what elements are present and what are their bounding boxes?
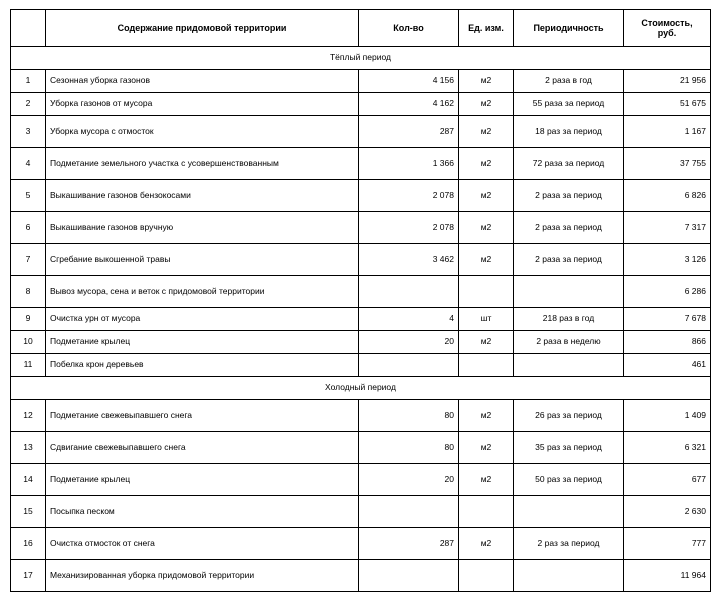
cell-description[interactable]: Вывоз мусора, сена и веток с придомовой территории bbox=[46, 276, 359, 308]
cell-description[interactable]: Сгребание выкошенной травы bbox=[46, 244, 359, 276]
table-row[interactable] bbox=[11, 400, 711, 432]
cell-quantity[interactable]: 287 bbox=[359, 116, 459, 148]
cell-cost[interactable]: 6 286 bbox=[624, 276, 711, 308]
cell-frequency[interactable]: 218 раз в год bbox=[514, 308, 624, 331]
cell-row-number[interactable]: 8 bbox=[11, 276, 46, 308]
table-row[interactable] bbox=[11, 148, 711, 180]
cell-unit[interactable]: шт bbox=[459, 308, 514, 331]
cell-quantity[interactable]: 3 462 bbox=[359, 244, 459, 276]
cell-frequency[interactable]: 72 раза за период bbox=[514, 148, 624, 180]
cell-row-number[interactable]: 11 bbox=[11, 354, 46, 377]
cell-row-number[interactable]: 4 bbox=[11, 148, 46, 180]
table-row[interactable] bbox=[11, 496, 711, 528]
section-title: Тёплый период bbox=[11, 47, 711, 70]
cell-cost[interactable]: 21 956 bbox=[624, 70, 711, 93]
cell-cost[interactable]: 1 409 bbox=[624, 400, 711, 432]
cell-row-number[interactable]: 15 bbox=[11, 496, 46, 528]
cell-row-number[interactable]: 10 bbox=[11, 331, 46, 354]
cell-row-number[interactable]: 1 bbox=[11, 70, 46, 93]
cell-row-number[interactable]: 3 bbox=[11, 116, 46, 148]
cell-frequency[interactable]: 35 раз за период bbox=[514, 432, 624, 464]
cell-quantity[interactable] bbox=[359, 276, 459, 308]
cell-cost[interactable]: 1 167 bbox=[624, 116, 711, 148]
cell-row-number[interactable]: 13 bbox=[11, 432, 46, 464]
cell-unit[interactable]: м2 bbox=[459, 528, 514, 560]
cell-quantity[interactable]: 287 bbox=[359, 528, 459, 560]
column-header-number bbox=[11, 10, 46, 47]
column-header-frequency: Периодичность bbox=[514, 10, 624, 47]
cell-quantity[interactable] bbox=[359, 354, 459, 377]
table-row[interactable] bbox=[11, 560, 711, 592]
cell-frequency[interactable]: 2 раза в год bbox=[514, 70, 624, 93]
cell-unit[interactable]: м2 bbox=[459, 331, 514, 354]
table-header-row bbox=[11, 10, 711, 47]
cell-cost[interactable]: 6 321 bbox=[624, 432, 711, 464]
cell-row-number[interactable]: 7 bbox=[11, 244, 46, 276]
cell-cost[interactable]: 461 bbox=[624, 354, 711, 377]
table-row[interactable] bbox=[11, 70, 711, 93]
table-row[interactable] bbox=[11, 276, 711, 308]
cell-frequency[interactable]: 55 раза за период bbox=[514, 93, 624, 116]
cell-cost[interactable]: 6 826 bbox=[624, 180, 711, 212]
column-header-cost-line2: руб. bbox=[657, 28, 677, 38]
cell-description[interactable]: Побелка крон деревьев bbox=[46, 354, 359, 377]
cell-frequency[interactable]: 2 раза за период bbox=[514, 212, 624, 244]
table-row[interactable] bbox=[11, 116, 711, 148]
table-row[interactable] bbox=[11, 464, 711, 496]
cell-quantity[interactable]: 2 078 bbox=[359, 212, 459, 244]
cell-quantity[interactable]: 2 078 bbox=[359, 180, 459, 212]
column-header-unit: Ед. изм. bbox=[459, 10, 514, 47]
cell-frequency[interactable] bbox=[514, 496, 624, 528]
table-row[interactable] bbox=[11, 432, 711, 464]
cell-unit[interactable]: м2 bbox=[459, 180, 514, 212]
table-row[interactable] bbox=[11, 180, 711, 212]
cell-unit[interactable]: м2 bbox=[459, 244, 514, 276]
cell-frequency[interactable] bbox=[514, 354, 624, 377]
cell-unit[interactable] bbox=[459, 276, 514, 308]
cell-cost[interactable]: 11 964 bbox=[624, 560, 711, 592]
services-table bbox=[10, 9, 711, 592]
cell-unit[interactable]: м2 bbox=[459, 116, 514, 148]
cell-quantity[interactable] bbox=[359, 496, 459, 528]
cell-description[interactable]: Посыпка песком bbox=[46, 496, 359, 528]
cell-unit[interactable]: м2 bbox=[459, 432, 514, 464]
cell-quantity[interactable]: 4 156 bbox=[359, 70, 459, 93]
cell-frequency[interactable]: 26 раз за период bbox=[514, 400, 624, 432]
cell-frequency[interactable]: 18 раз за период bbox=[514, 116, 624, 148]
column-header-quantity: Кол-во bbox=[359, 10, 459, 47]
cell-row-number[interactable]: 17 bbox=[11, 560, 46, 592]
section-header-row bbox=[11, 377, 711, 400]
column-header-description: Содержание придомовой территории bbox=[46, 10, 359, 47]
cell-quantity[interactable]: 20 bbox=[359, 464, 459, 496]
cell-unit[interactable] bbox=[459, 496, 514, 528]
cell-cost[interactable]: 7 317 bbox=[624, 212, 711, 244]
cell-unit[interactable] bbox=[459, 560, 514, 592]
cell-quantity[interactable]: 80 bbox=[359, 400, 459, 432]
cell-unit[interactable]: м2 bbox=[459, 70, 514, 93]
table-row[interactable] bbox=[11, 308, 711, 331]
cell-unit[interactable]: м2 bbox=[459, 464, 514, 496]
cell-description[interactable]: Выкашивание газонов бензокосами bbox=[46, 180, 359, 212]
cell-frequency[interactable] bbox=[514, 276, 624, 308]
cell-quantity[interactable]: 80 bbox=[359, 432, 459, 464]
cell-cost[interactable]: 2 630 bbox=[624, 496, 711, 528]
table-row[interactable] bbox=[11, 528, 711, 560]
table-row[interactable] bbox=[11, 93, 711, 116]
cell-description[interactable]: Сдвигание свежевыпавшего снега bbox=[46, 432, 359, 464]
cell-row-number[interactable]: 9 bbox=[11, 308, 46, 331]
cell-row-number[interactable]: 12 bbox=[11, 400, 46, 432]
section-title: Холодный период bbox=[11, 377, 711, 400]
table-row[interactable] bbox=[11, 331, 711, 354]
table-row[interactable] bbox=[11, 212, 711, 244]
cell-cost[interactable]: 3 126 bbox=[624, 244, 711, 276]
cell-cost[interactable]: 7 678 bbox=[624, 308, 711, 331]
cell-quantity[interactable]: 4 162 bbox=[359, 93, 459, 116]
cell-description[interactable]: Подметание свежевыпавшего снега bbox=[46, 400, 359, 432]
section-header-row bbox=[11, 47, 711, 70]
cell-unit[interactable]: м2 bbox=[459, 93, 514, 116]
cell-cost[interactable]: 866 bbox=[624, 331, 711, 354]
cell-description[interactable]: Подметание земельного участка с усовершенствованным bbox=[46, 148, 359, 180]
table-row[interactable] bbox=[11, 354, 711, 377]
cell-frequency[interactable]: 2 раз за период bbox=[514, 528, 624, 560]
cell-description[interactable]: Сезонная уборка газонов bbox=[46, 70, 359, 93]
cell-quantity[interactable]: 4 bbox=[359, 308, 459, 331]
cell-cost[interactable]: 677 bbox=[624, 464, 711, 496]
cell-row-number[interactable]: 14 bbox=[11, 464, 46, 496]
cell-description[interactable]: Выкашивание газонов вручную bbox=[46, 212, 359, 244]
cell-unit[interactable]: м2 bbox=[459, 212, 514, 244]
cell-unit[interactable] bbox=[459, 354, 514, 377]
cell-unit[interactable]: м2 bbox=[459, 148, 514, 180]
cell-description[interactable]: Очистка урн от мусора bbox=[46, 308, 359, 331]
cell-row-number[interactable]: 5 bbox=[11, 180, 46, 212]
cell-row-number[interactable]: 16 bbox=[11, 528, 46, 560]
cell-cost[interactable]: 37 755 bbox=[624, 148, 711, 180]
cell-cost[interactable]: 51 675 bbox=[624, 93, 711, 116]
cell-frequency[interactable]: 2 раза за период bbox=[514, 180, 624, 212]
cell-row-number[interactable]: 2 bbox=[11, 93, 46, 116]
cell-cost[interactable]: 777 bbox=[624, 528, 711, 560]
cell-frequency[interactable]: 2 раза за период bbox=[514, 244, 624, 276]
cell-frequency[interactable] bbox=[514, 560, 624, 592]
column-header-cost-line1: Стоимость, bbox=[641, 17, 693, 28]
cell-description[interactable]: Очистка отмосток от снега bbox=[46, 528, 359, 560]
cell-description[interactable]: Подметание крылец bbox=[46, 464, 359, 496]
cell-description[interactable]: Механизированная уборка придомовой территории bbox=[46, 560, 359, 592]
cell-frequency[interactable]: 50 раз за период bbox=[514, 464, 624, 496]
table-row[interactable] bbox=[11, 244, 711, 276]
cell-description[interactable]: Подметание крылец bbox=[46, 331, 359, 354]
cell-row-number[interactable]: 6 bbox=[11, 212, 46, 244]
column-header-cost bbox=[624, 10, 711, 47]
cell-quantity[interactable]: 20 bbox=[359, 331, 459, 354]
cell-frequency[interactable]: 2 раза в неделю bbox=[514, 331, 624, 354]
cell-description[interactable]: Уборка мусора с отмосток bbox=[46, 116, 359, 148]
cell-unit[interactable]: м2 bbox=[459, 400, 514, 432]
cell-quantity[interactable] bbox=[359, 560, 459, 592]
cell-quantity[interactable]: 1 366 bbox=[359, 148, 459, 180]
cell-description[interactable]: Уборка газонов от мусора bbox=[46, 93, 359, 116]
